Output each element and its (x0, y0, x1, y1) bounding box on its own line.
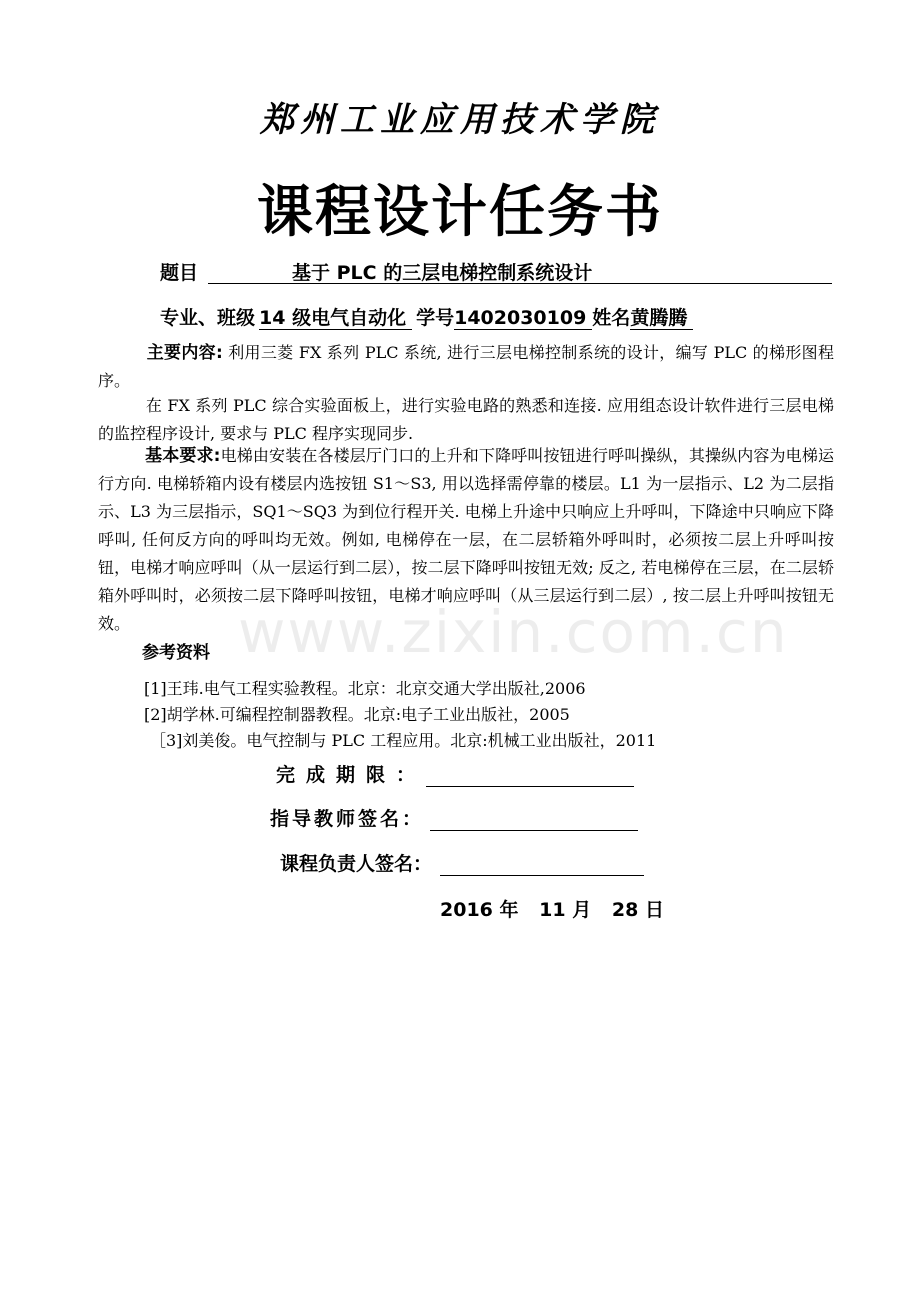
student-info-row (160, 303, 780, 330)
references-heading: 参考资料 (142, 643, 210, 663)
student-id-value: 1402030109 (454, 307, 592, 330)
advisor-signature-field (430, 810, 638, 831)
student-id-label: 学号 (416, 307, 455, 329)
school-name: 郑州工业应用技术学院 (260, 100, 660, 140)
advisor-signature-label: 指导教师签名： (270, 808, 425, 830)
main-content-label: 主要内容: (146, 343, 223, 363)
advisor-signature-row (270, 804, 638, 831)
main-content-paragraph (98, 339, 834, 395)
requirements-text: 电梯由安装在各楼层厅门口的上升和下降呼叫按钮进行呼叫操纵，其操纵内容为电梯运行方向. 电梯轿箱内设有楼层内选按钮 S1～S3, 用以选择需停靠的楼层。L1 为一层指示、L2 为二层指示、L3 为三层指示，SQ1～SQ3 为到位行程开关. 电梯上升途中只响应上升呼叫，下降途中只响应下降呼叫, 任何反方向的呼叫均无效。例如, 电梯停在一层，在二层轿箱外呼叫时，必须按二层上升呼叫按钮，电梯才响应呼叫（从一层运行到二层），按二层下降呼叫按钮无效; 反之, 若电梯停在三层，在二层轿箱外呼叫时，必须按二层下降呼叫按钮，电梯才响应呼叫（从三层运行到二层）, 按二层上升呼叫按钮无效。 (98, 446, 834, 633)
reference-item: [1]王玮.电气工程实验教程。北京：北京交通大学出版社,2006 (144, 679, 586, 698)
date-year-unit: 年 (499, 899, 519, 921)
student-name-value: 黄腾腾 (630, 307, 693, 330)
date-day: 28 (611, 899, 639, 921)
leader-signature-field (440, 855, 644, 876)
topic-label: 题目 (160, 262, 199, 284)
main-content-text: 利用三菱 FX 系列 PLC 系统, 进行三层电梯控制系统的设计，编写 PLC 的梯形图程序。 (98, 343, 834, 390)
main-content-paragraph-2 (98, 392, 834, 448)
deadline-row (276, 760, 634, 787)
reference-item: ［3]刘美俊。电气控制与 PLC 工程应用。北京:机械工业出版社，2011 (150, 731, 657, 750)
date-year: 2016 (440, 899, 493, 921)
date-day-unit: 日 (644, 899, 664, 921)
date-month-unit: 月 (572, 899, 592, 921)
topic-value: 基于 PLC 的三层电梯控制系统设计 (292, 262, 593, 284)
date-month: 11 (539, 899, 566, 921)
deadline-field (426, 766, 634, 787)
requirements-label: 基本要求: (145, 446, 221, 466)
major-value: 14 级电气自动化 (259, 307, 412, 330)
issue-date (440, 895, 664, 922)
leader-signature-row (280, 849, 644, 876)
watermark: www.zixin.com.cn (238, 598, 789, 666)
topic-row (160, 256, 832, 286)
document-title: 课程设计任务书 (257, 180, 663, 245)
student-name-label: 姓名 (592, 307, 631, 329)
reference-item: [2]胡学林.可编程控制器教程。北京:电子工业出版社，2005 (144, 705, 570, 724)
requirements-paragraph (98, 442, 834, 638)
leader-signature-label: 课程负责人签名： (280, 853, 433, 875)
deadline-label: 完成期限： (276, 764, 427, 786)
main-content-text-2: 在 FX 系列 PLC 综合实验面板上，进行实验电路的熟悉和连接. 应用组态设计软件进行三层电梯的监控程序设计, 要求与 PLC 程序实现同步. (98, 396, 834, 443)
major-label: 专业、班级 (160, 307, 256, 329)
